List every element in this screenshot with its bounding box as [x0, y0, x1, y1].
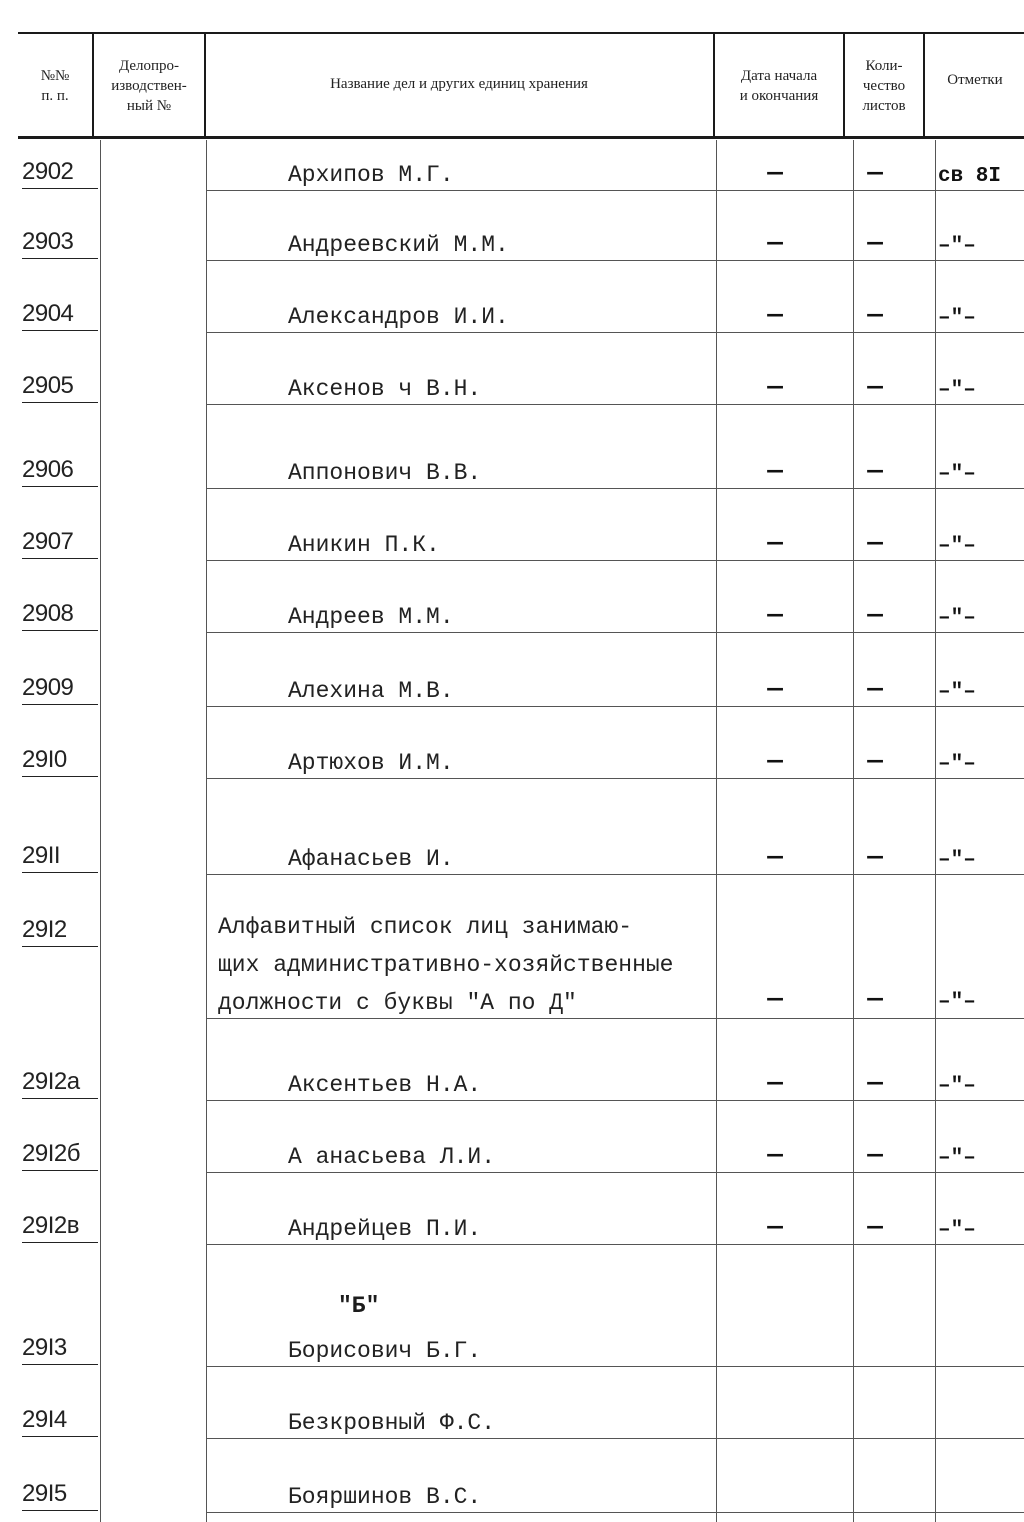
row-dates: — [767, 228, 783, 258]
ruling-line [206, 1366, 716, 1367]
row-dates: — [767, 456, 783, 486]
ruling-line [206, 260, 716, 261]
row-number: 29I3 [22, 1324, 98, 1365]
ruling-line [716, 332, 853, 333]
header-sheet-count: Коли- чество листов [862, 58, 906, 114]
row-name: Борисович Б.Г. [288, 1338, 482, 1364]
ruling-line [206, 560, 716, 561]
row-name: Андреев М.М. [288, 604, 454, 630]
ruling-line [935, 632, 1024, 633]
row-name: Аппонович В.В. [288, 460, 482, 486]
ruling-line [935, 1244, 1024, 1245]
ruling-line [716, 260, 853, 261]
table-row [0, 1130, 1024, 1190]
ruling-line [716, 1018, 853, 1019]
ruling-line [716, 1100, 853, 1101]
ruling-line [206, 404, 716, 405]
ruling-line [716, 1172, 853, 1173]
table-row [0, 1202, 1024, 1262]
row-sheet-count: — [867, 746, 883, 776]
row-name: Безкровный Ф.С. [288, 1410, 496, 1436]
ruling-line [716, 1512, 853, 1513]
row-sheet-count: — [867, 372, 883, 402]
ruling-line [716, 706, 853, 707]
ruling-line [206, 488, 716, 489]
row-note: –"– [938, 991, 976, 1014]
ruling-line [935, 488, 1024, 489]
row-name: Андреевский М.М. [288, 232, 509, 258]
row-number: 29I5 [22, 1470, 98, 1511]
ruling-line [853, 1172, 935, 1173]
row-sheet-count: — [867, 984, 883, 1014]
ruling-line [206, 632, 716, 633]
row-number: 2902 [22, 148, 98, 189]
row-dates: — [767, 158, 783, 188]
row-note: –"– [938, 849, 976, 872]
row-name: Аксенов ч В.Н. [288, 376, 482, 402]
ruling-line [716, 488, 853, 489]
row-dates: — [767, 372, 783, 402]
ruling-line [935, 332, 1024, 333]
ruling-line [716, 778, 853, 779]
row-number: 2909 [22, 664, 98, 705]
ruling-line [935, 1100, 1024, 1101]
table-row [0, 832, 1024, 892]
ruling-line [206, 1172, 716, 1173]
row-dates: — [767, 1140, 783, 1170]
ruling-line [206, 332, 716, 333]
row-note [938, 1324, 1018, 1370]
ruling-line [935, 190, 1024, 191]
row-note [938, 1470, 1018, 1516]
table-row [0, 362, 1024, 422]
ruling-line [206, 706, 716, 707]
ruling-line [716, 874, 853, 875]
row-dates: — [767, 528, 783, 558]
table-row [0, 1324, 1024, 1384]
row-number: 2904 [22, 290, 98, 331]
row-name: А анасьева Л.И. [288, 1144, 496, 1170]
ruling-line [853, 260, 935, 261]
ruling-line [935, 706, 1024, 707]
row-sheet-count: — [867, 456, 883, 486]
table-row [0, 446, 1024, 506]
ruling-line [935, 778, 1024, 779]
ruling-line [853, 332, 935, 333]
row-name: Архипов М.Г. [288, 162, 454, 188]
ruling-line [206, 778, 716, 779]
row-note: –"– [938, 307, 976, 330]
row-dates: — [767, 674, 783, 704]
row-sheet-count [845, 1324, 905, 1370]
col-divider-5 [923, 34, 925, 138]
table-row [0, 1470, 1024, 1522]
row-sheet-count [845, 1396, 905, 1442]
ruling-line [206, 1244, 716, 1245]
row-name: Артюхов И.М. [288, 750, 454, 776]
table-row [0, 290, 1024, 350]
row-sheet-count: — [867, 300, 883, 330]
ruling-line [853, 404, 935, 405]
row-number: 2905 [22, 362, 98, 403]
table-row [0, 736, 1024, 796]
ruling-line [716, 190, 853, 191]
header-dates: Дата начала и окончания [739, 68, 819, 104]
row-dates: — [767, 1212, 783, 1242]
ruling-line [935, 560, 1024, 561]
table-row [0, 1058, 1024, 1118]
section-letter-b: "Б" [338, 1293, 380, 1319]
ruling-line [935, 1366, 1024, 1367]
row-number: 2907 [22, 518, 98, 559]
ruling-line [853, 874, 935, 875]
row-dates: — [767, 842, 783, 872]
row-note: –"– [938, 463, 976, 486]
ruling-line [716, 1244, 853, 1245]
row-note: –"– [938, 379, 976, 402]
row-dates: — [767, 1068, 783, 1098]
ruling-line [206, 1100, 716, 1101]
row-dates [740, 1470, 810, 1516]
row-number: 29I2а [22, 1058, 98, 1099]
row-dates: — [767, 746, 783, 776]
row-note: –"– [938, 681, 976, 704]
row-number: 29I4 [22, 1396, 98, 1437]
header-number: №№ п. п. [40, 68, 70, 104]
ruling-line [935, 404, 1024, 405]
ruling-line [853, 560, 935, 561]
ruling-line [206, 1512, 716, 1513]
row-sheet-count: — [867, 1140, 883, 1170]
row-dates: — [767, 984, 783, 1014]
row-name: Алехина М.В. [288, 678, 454, 704]
row-note: –"– [938, 1075, 976, 1098]
row-sheet-count: — [867, 674, 883, 704]
ruling-line [206, 1438, 716, 1439]
row-dates: — [767, 300, 783, 330]
row-note: св 8I [938, 165, 1002, 188]
row-sheet-count: — [867, 1212, 883, 1242]
row-name: Бояршинов В.С. [288, 1484, 482, 1510]
row-sheet-count: — [867, 1068, 883, 1098]
row-sheet-count: — [867, 600, 883, 630]
ruling-line [853, 1512, 935, 1513]
header-title: Название дел и других единиц хранения [330, 76, 588, 92]
row-note [938, 1396, 1018, 1442]
ruling-line [935, 1512, 1024, 1513]
ruling-line [716, 404, 853, 405]
table-row [0, 518, 1024, 578]
row-sheet-count: — [867, 228, 883, 258]
ruling-line [716, 1366, 853, 1367]
ruling-line [716, 560, 853, 561]
header-notes: Отметки [947, 72, 1003, 88]
table-row [0, 1396, 1024, 1456]
ruling-line [853, 1100, 935, 1101]
table-row [0, 218, 1024, 278]
row-number: 29I0 [22, 736, 98, 777]
entry-2912-text: Алфавитный список лиц занимаю- щих административно-хозяйственные должности с буквы "А по Д" [218, 914, 674, 1016]
table-row [0, 148, 1024, 208]
col-divider-3 [713, 34, 715, 138]
row-number: 29I2в [22, 1202, 98, 1243]
row-number: 2903 [22, 218, 98, 259]
header-office-number: Делопро- изводствен- ный № [111, 58, 187, 114]
row-number: 2906 [22, 446, 98, 487]
row-dates: — [767, 600, 783, 630]
ruling-line [935, 874, 1024, 875]
row-sheet-count: — [867, 528, 883, 558]
ruling-line [853, 778, 935, 779]
row-sheet-count [845, 1470, 905, 1516]
row-note: –"– [938, 235, 976, 258]
ruling-line [853, 1244, 935, 1245]
header-top-border [18, 32, 1024, 34]
ruling-line [853, 1438, 935, 1439]
row-number: 2908 [22, 590, 98, 631]
row-sheet-count: — [867, 842, 883, 872]
ruling-line [206, 874, 716, 875]
row-name: Аксентьев Н.А. [288, 1072, 482, 1098]
table-row [0, 664, 1024, 724]
ruling-line [853, 632, 935, 633]
ruling-line [853, 1018, 935, 1019]
ruling-line [853, 488, 935, 489]
ruling-line [935, 260, 1024, 261]
ruling-line [716, 632, 853, 633]
ruling-line [853, 1366, 935, 1367]
row-sheet-count: — [867, 158, 883, 188]
row-number: 29II [22, 832, 98, 873]
ruling-line [935, 1172, 1024, 1173]
col-divider-1 [92, 34, 94, 138]
row-number: 29I2б [22, 1130, 98, 1171]
row-note: –"– [938, 607, 976, 630]
ruling-line [716, 1438, 853, 1439]
row-name: Алексaндров И.И. [288, 304, 509, 330]
row-note: –"– [938, 753, 976, 776]
ruling-line [206, 190, 716, 191]
ruling-line [935, 1438, 1024, 1439]
row-dates [740, 1324, 810, 1370]
col-divider-4 [843, 34, 845, 138]
row-note: –"– [938, 1147, 976, 1170]
row-number: 29I2 [22, 906, 98, 947]
row-note: –"– [938, 535, 976, 558]
row-name: Андрейцев П.И. [288, 1216, 482, 1242]
row-name: Афанасьев И. [288, 846, 454, 872]
ruling-line [935, 1018, 1024, 1019]
table-row [0, 590, 1024, 650]
ruling-line [853, 190, 935, 191]
ruling-line [853, 706, 935, 707]
row-note: –"– [938, 1219, 976, 1242]
header-bottom-border [18, 136, 1024, 139]
row-name: Аникин П.К. [288, 532, 440, 558]
row-dates [740, 1396, 810, 1442]
